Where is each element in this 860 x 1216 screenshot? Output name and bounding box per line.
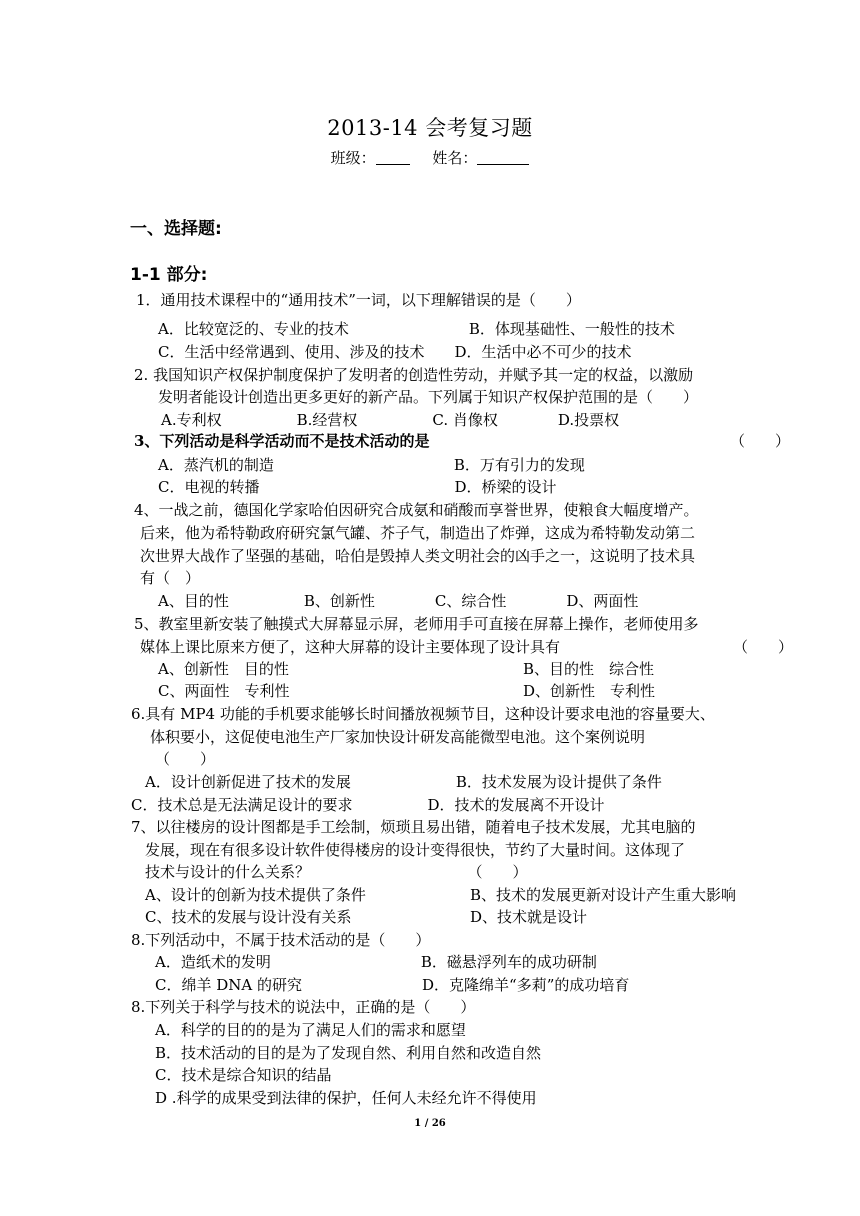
class-label: 班级： [330, 149, 376, 167]
option-row: A、目的性 B、创新性 C、综合性 D、两面性 [158, 592, 639, 610]
option-row: C．技术是综合知识的结晶 [155, 1066, 332, 1084]
option-a: A、创新性 目的性 [158, 660, 289, 678]
question-text: 1．通用技术课程中的“通用技术”一词，以下理解错误的是（ ） [136, 291, 581, 309]
page-number: 1 / 26 [414, 1118, 446, 1129]
option-row: A．设计创新促进了技术的发展 B．技术发展为设计提供了条件 [145, 773, 662, 791]
page-title: 2013-14 会考复习题 [327, 116, 533, 140]
question-text: 5、教室里新安装了触摸式大屏幕显示屏，老师用手可直接在屏幕上操作，老师使用多 [134, 615, 699, 633]
option-a: A、设计的创新为技术提供了条件 [145, 886, 366, 904]
name-label: 姓名： [432, 149, 478, 167]
question-text: 7、以往楼房的设计图都是手工绘制，烦琐且易出错，随着电子技术发展，尤其电脑的 [131, 818, 696, 836]
option-row: A．科学的目的的是为了满足人们的需求和愿望 [155, 1021, 466, 1039]
name-blank [477, 149, 529, 165]
question-text: 8.下列活动中，不属于技术活动的是（ ） [131, 931, 431, 949]
question-text: 2. 我国知识产权保护制度保护了发明者的创造性劳动，并赋予其一定的权益，以激励 [134, 366, 694, 384]
option-row: A.专利权 B.经营权 C. 肖像权 D.投票权 [161, 411, 620, 429]
answer-bracket: （ ） [155, 750, 216, 768]
question-text: 体积要小，这促使电池生产厂家加快设计研发高能微型电池。这个案例说明 [150, 728, 646, 746]
question-text: 6.具有 MP4 功能的手机要求能够长时间播放视频节目，这种设计要求电池的容量要大、 [131, 705, 715, 723]
question-text: 发展，现在有很多设计软件使得楼房的设计变得很快，节约了大量时间。这体现了 [145, 841, 686, 859]
question-text: 3、下列活动是科学活动而不是技术活动的是 [134, 432, 430, 450]
sub-heading: 1-1 部分: [130, 265, 208, 285]
student-info [0, 147, 860, 168]
answer-bracket: （ ） [733, 638, 794, 656]
option-b: B、技术的发展更新对设计产生重大影响 [470, 886, 737, 904]
option-row: C．绵羊 DNA 的研究 D．克隆绵羊“多莉”的成功培育 [155, 976, 630, 994]
option-c: C、两面性 专利性 [158, 682, 290, 700]
question-text: 发明者能设计创造出更多更好的新产品。下列属于知识产权保护范围的是（ ） [158, 388, 699, 406]
option-row: C．电视的转播 D．桥梁的设计 [158, 478, 557, 496]
option-b: B、目的性 综合性 [523, 660, 655, 678]
answer-bracket: （ ） [730, 432, 791, 450]
option-row: C．生活中经常遇到、使用、涉及的技术 D．生活中必不可少的技术 [158, 343, 632, 361]
section-heading: 一、选择题: [130, 219, 222, 239]
question-text: 4、一战之前，德国化学家哈伯因研究合成氨和硝酸而享誉世界，使粮食大幅度增产。 [134, 501, 699, 519]
option-row: B．技术活动的目的是为了发现自然、利用自然和改造自然 [155, 1044, 542, 1062]
option-row: C．技术总是无法满足设计的要求 D．技术的发展离不开设计 [131, 796, 605, 814]
class-blank [376, 149, 410, 165]
question-text: 8.下列关于科学与技术的说法中，正确的是（ ） [131, 998, 476, 1016]
option-row: D .科学的成果受到法律的保护，任何人未经允许不得使用 [155, 1089, 537, 1107]
option-c: C、技术的发展与设计没有关系 [145, 908, 352, 926]
option-row: A．造纸术的发明 B．磁悬浮列车的成功研制 [155, 953, 597, 971]
question-text: 次世界大战作了坚强的基础，哈伯是毁掉人类文明社会的凶手之一，这说明了技术具 [140, 547, 696, 565]
question-text: 后来，他为希特勒政府研究氯气罐、芥子气，制造出了炸弹，这成为希特勒发动第二 [140, 524, 696, 542]
question-text: 媒体上课比原来方便了，这种大屏幕的设计主要体现了设计具有 [140, 638, 561, 656]
option-row: A．比较宽泛的、专业的技术 B．体现基础性、一般性的技术 [158, 320, 675, 338]
option-d: D、技术就是设计 [470, 908, 588, 926]
question-text: 技术与设计的什么关系？ （ ） [145, 863, 528, 881]
option-row: A．蒸汽机的制造 B．万有引力的发现 [158, 456, 585, 474]
option-d: D、创新性 专利性 [523, 682, 656, 700]
question-text: 有（ ） [140, 569, 201, 587]
